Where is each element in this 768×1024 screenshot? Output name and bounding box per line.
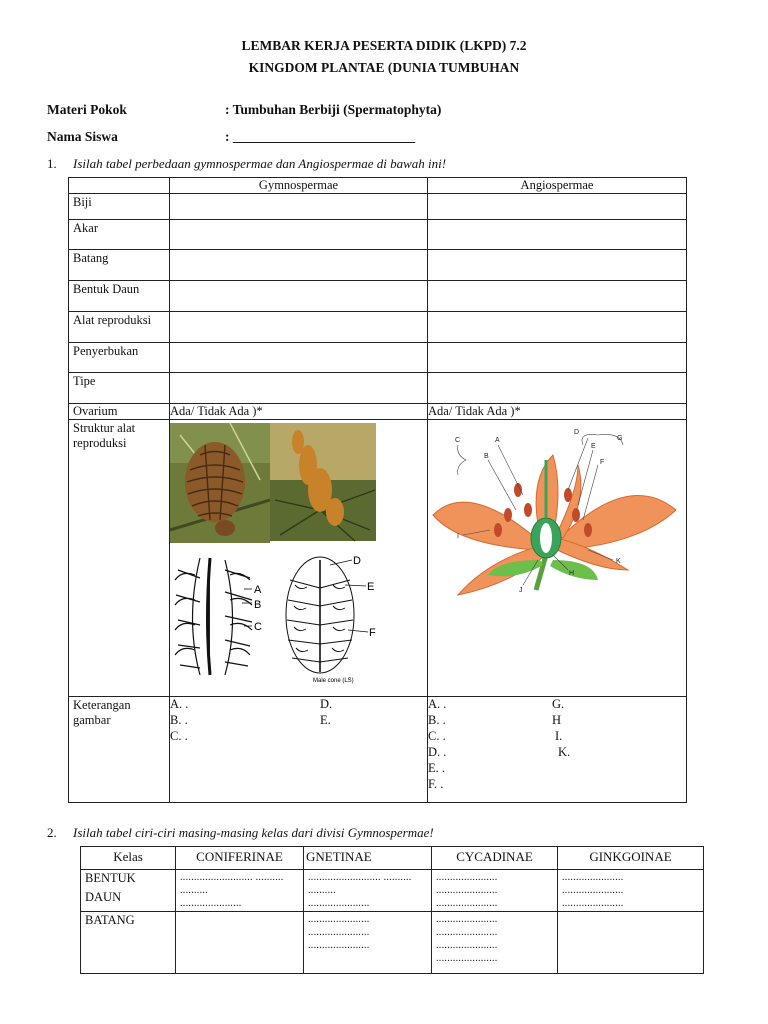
bentuk-cell-gnetinae[interactable]: .......................... .......... .......... ......................	[304, 870, 432, 912]
question-number: 1.	[47, 156, 57, 171]
nama-row	[47, 129, 415, 145]
cone-label-d: D	[353, 555, 361, 567]
gymno-legend	[170, 697, 427, 745]
legend-item[interactable]	[320, 729, 427, 745]
flower-label-a: A	[495, 437, 500, 444]
answer-cell[interactable]	[170, 343, 428, 373]
bentuk-cell-coniferinae[interactable]: .......................... .......... .......... ......................	[176, 870, 304, 912]
legend-item[interactable]: H	[552, 713, 562, 727]
angio-legend	[428, 697, 686, 793]
question-text: Isilah tabel ciri-ciri masing-masing kelas dari divisi Gymnospermae!	[73, 825, 434, 840]
male-cone-photo	[270, 423, 376, 541]
materi-row	[47, 102, 441, 118]
angio-figure-cell	[428, 420, 687, 697]
answer-cell[interactable]	[170, 194, 428, 220]
legend-item[interactable]: B. .	[428, 713, 446, 727]
legend-item[interactable]	[552, 777, 686, 793]
angio-legend-cell[interactable]	[428, 697, 687, 803]
row-label-batang: BATANG	[81, 912, 176, 974]
answer-cell[interactable]	[428, 194, 687, 220]
bentuk-cell-ginkgoinae[interactable]: ...................... ...................... ......................	[558, 870, 704, 912]
flower-label-f: F	[600, 459, 605, 466]
cone-section-diagram	[175, 558, 252, 675]
row-label: Tipe	[69, 373, 170, 404]
answer-cell[interactable]	[170, 220, 428, 250]
legend-item[interactable]: A. .	[428, 697, 447, 711]
answer-cell[interactable]	[170, 250, 428, 281]
flower-label-g: G	[617, 435, 623, 442]
col-header: GINKGOINAE	[558, 847, 704, 870]
answer-cell[interactable]	[170, 373, 428, 404]
answer-cell[interactable]	[428, 343, 687, 373]
cone-label-e: E	[367, 581, 375, 593]
answer-cell[interactable]	[428, 373, 687, 404]
corner-cell	[69, 178, 170, 194]
cone-label-c: C	[254, 621, 262, 633]
flower-figure	[428, 420, 678, 610]
col-header: Kelas	[81, 847, 176, 870]
male-cone-section-diagram	[286, 557, 368, 673]
question-2	[47, 825, 434, 841]
row-label: Ovarium	[69, 404, 170, 420]
batang-cell-ginkgoinae[interactable]	[558, 912, 704, 974]
col-header-angio: Angiospermae	[428, 178, 687, 194]
worksheet-title: LEMBAR KERJA PESERTA DIDIK (LKPD) 7.2	[241, 38, 527, 53]
flower-label-d: D	[574, 429, 580, 436]
legend-item[interactable]: F. .	[428, 777, 444, 791]
legend-item[interactable]: C. .	[170, 729, 188, 743]
legend-item[interactable]: A. .	[170, 697, 189, 711]
legend-item[interactable]: C. .	[428, 729, 446, 743]
batang-cell-gnetinae[interactable]: ...................... ...................... ......................	[304, 912, 432, 974]
pine-cone-figure	[170, 420, 426, 696]
legend-item[interactable]: G.	[552, 697, 565, 711]
cone-label-a: A	[254, 584, 262, 596]
legend-item[interactable]: I.	[555, 729, 563, 743]
row-label: Penyerbukan	[69, 343, 170, 373]
col-header: CONIFERINAE	[176, 847, 304, 870]
gymno-figure-cell	[170, 420, 428, 697]
worksheet-subtitle: KINGDOM PLANTAE (DUNIA TUMBUHAN	[248, 60, 520, 75]
answer-cell[interactable]	[170, 312, 428, 343]
answer-cell[interactable]	[428, 312, 687, 343]
flower-label-e: E	[591, 443, 596, 450]
batang-cell-coniferinae[interactable]	[176, 912, 304, 974]
nama-field[interactable]: : ___________________________	[225, 129, 416, 144]
answer-cell[interactable]	[170, 281, 428, 312]
col-header: CYCADINAE	[432, 847, 558, 870]
row-label: Biji	[69, 194, 170, 220]
gymno-legend-cell[interactable]	[170, 697, 428, 803]
question-text: Isilah tabel perbedaan gymnospermae dan Angiospermae di bawah ini!	[73, 156, 447, 171]
legend-item[interactable]: E. .	[428, 761, 446, 775]
gymnosperm-class-table	[80, 846, 704, 974]
flower-label-c: C	[455, 437, 461, 444]
row-label: Akar	[69, 220, 170, 250]
row-label: Struktur alat reproduksi	[69, 420, 170, 697]
materi-value: : Tumbuhan Berbiji (Spermatophyta)	[225, 102, 442, 117]
materi-label: Materi Pokok	[47, 102, 127, 117]
answer-cell[interactable]	[428, 281, 687, 312]
nama-label: Nama Siswa	[47, 129, 118, 144]
cone-label-f: F	[369, 627, 376, 639]
bentuk-cell-cycadinae[interactable]: ...................... ...................... ......................	[432, 870, 558, 912]
answer-cell[interactable]	[428, 250, 687, 281]
legend-item[interactable]	[552, 761, 686, 777]
col-header: GNETINAE	[304, 847, 432, 870]
col-header-gymno: Gymnospermae	[170, 178, 428, 194]
flower-label-k: K	[616, 558, 621, 565]
legend-item[interactable]: K.	[558, 745, 571, 759]
legend-item[interactable]: D.	[320, 697, 333, 711]
flower-label-j: J	[519, 587, 523, 594]
question-1	[47, 156, 446, 172]
ovarium-choice-gymno[interactable]: Ada/ Tidak Ada )*	[170, 404, 428, 420]
legend-item[interactable]: D. .	[428, 745, 447, 759]
legend-item[interactable]: B. .	[170, 713, 188, 727]
row-label	[69, 697, 170, 803]
flower-label-h: H	[569, 570, 575, 577]
cone-label-b: B	[254, 599, 262, 611]
row-label: Bentuk Daun	[69, 281, 170, 312]
row-label: Alat reproduksi	[69, 312, 170, 343]
answer-cell[interactable]	[428, 220, 687, 250]
comparison-table	[68, 177, 687, 803]
keterangan-label: Keterangan gambar	[73, 698, 131, 727]
row-label: Batang	[69, 250, 170, 281]
question-number: 2.	[47, 825, 57, 840]
sepal-left	[488, 560, 543, 576]
batang-cell-cycadinae[interactable]: ...................... ...................... ...................... ......................	[432, 912, 558, 974]
flower-label-b: B	[484, 453, 489, 460]
cone-caption: Male cone (LS)	[313, 678, 354, 684]
pine-cone-photo	[170, 423, 270, 543]
ovarium-choice-angio[interactable]: Ada/ Tidak Ada )*	[428, 404, 687, 420]
legend-item[interactable]: E.	[320, 713, 331, 727]
flower-label-i: I	[457, 533, 459, 540]
row-label-bentuk-daun: BENTUK DAUN	[81, 870, 176, 912]
